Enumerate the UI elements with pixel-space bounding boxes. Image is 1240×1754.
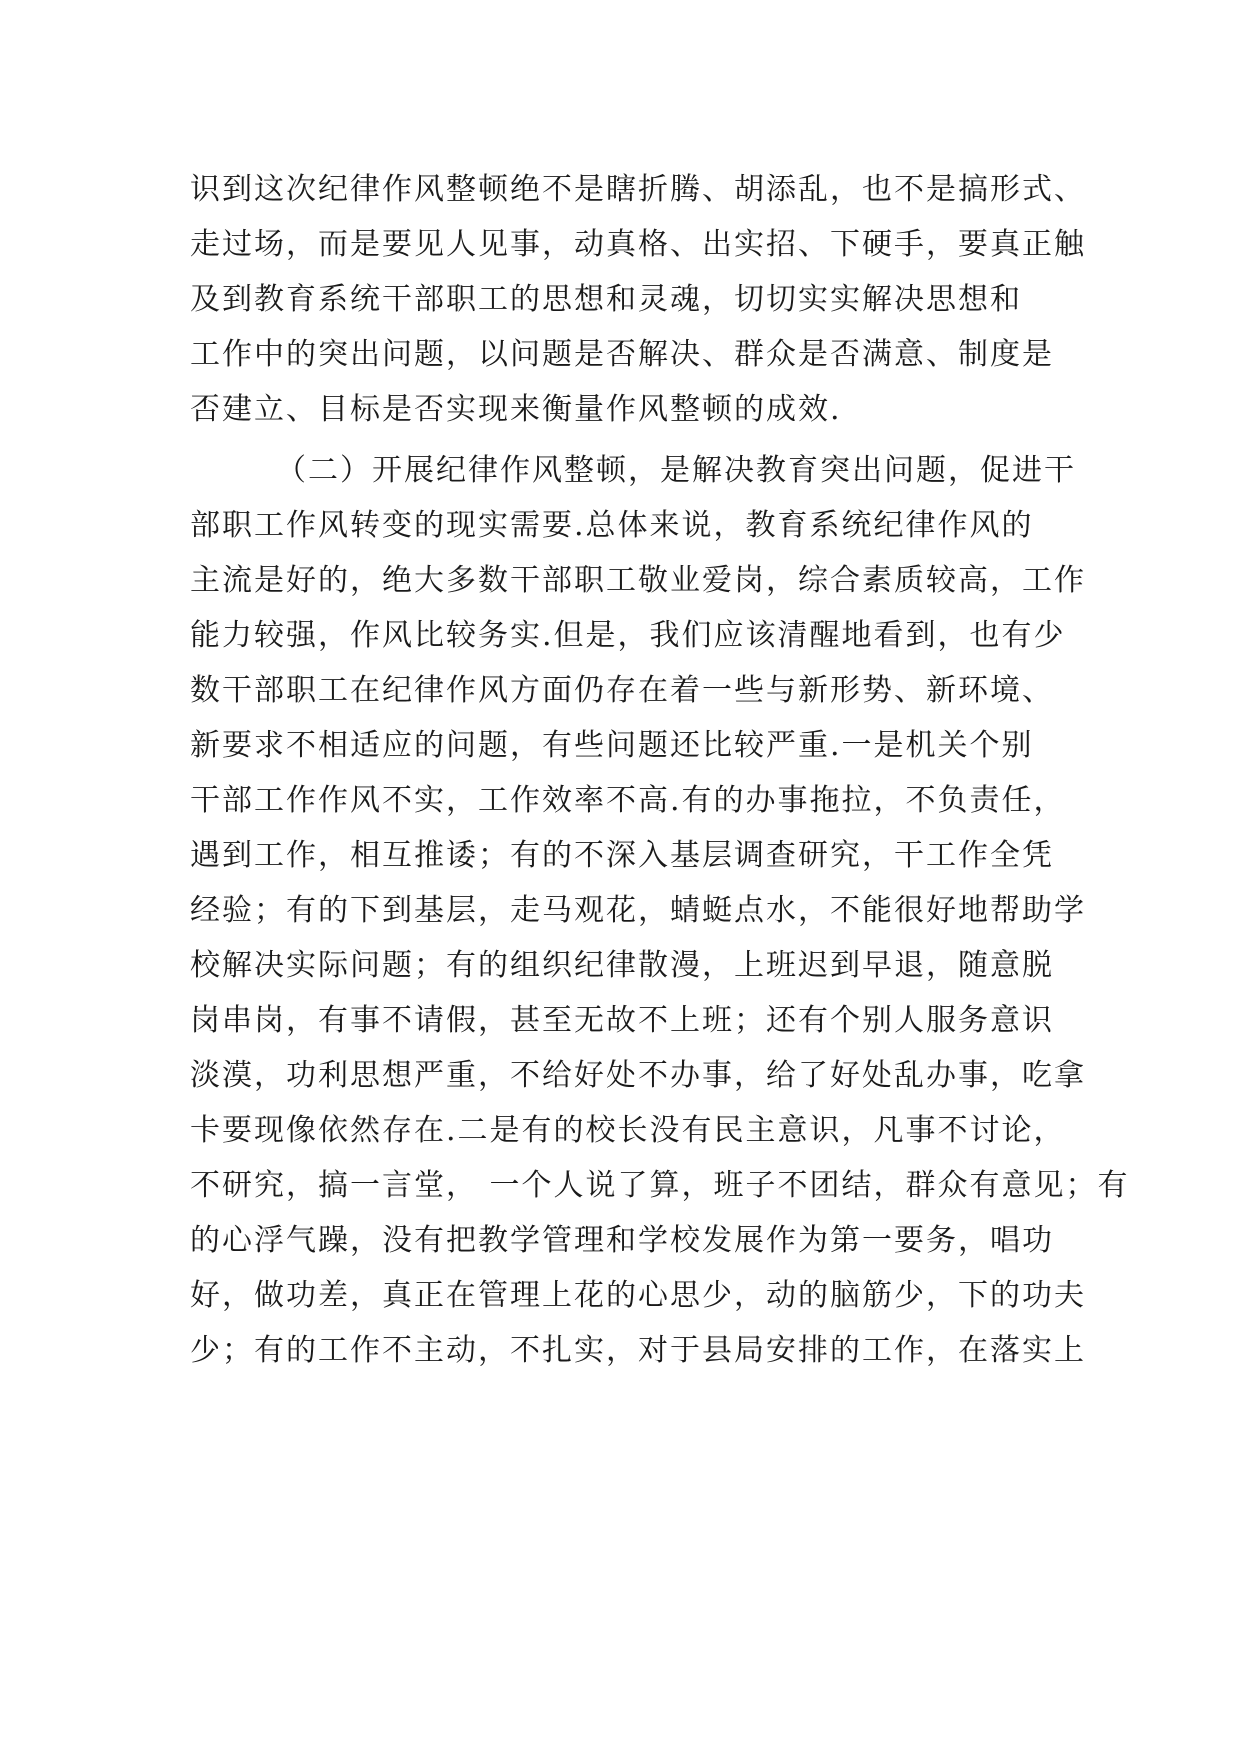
text-line: 的心浮气躁，没有把教学管理和学校发展作为第一要务，唱功	[190, 1223, 1054, 1258]
text-line: 岗串岗，有事不请假，甚至无故不上班；还有个别人服务意识	[190, 1003, 1054, 1038]
text-line: 遇到工作，相互推诿；有的不深入基层调查研究，干工作全凭	[190, 838, 1054, 873]
text-line: 走过场，而是要见人见事，动真格、出实招、下硬手，要真正触	[190, 227, 1086, 262]
document-body	[190, 162, 1130, 1433]
text-line: 卡要现像依然存在.二是有的校长没有民主意识，凡事不讨论，	[190, 1113, 1066, 1148]
text-line: 主流是好的，绝大多数干部职工敬业爱岗，综合素质较高，工作	[190, 563, 1086, 598]
paragraph-1	[190, 162, 1086, 437]
text-line: 经验；有的下到基层，走马观花，蜻蜓点水，不能很好地帮助学	[190, 893, 1086, 928]
text-line: 好，做功差，真正在管理上花的心思少，动的脑筋少，下的功夫	[190, 1278, 1086, 1313]
text-line: 工作中的突出问题，以问题是否解决、群众是否满意、制度是	[190, 337, 1054, 372]
text-line: 否建立、目标是否实现来衡量作风整顿的成效.	[190, 392, 842, 427]
text-line: 校解决实际问题；有的组织纪律散漫，上班迟到早退，随意脱	[190, 948, 1054, 983]
text-line: 少；有的工作不主动，不扎实，对于县局安排的工作，在落实上	[190, 1333, 1086, 1368]
text-line	[190, 1378, 1070, 1433]
text-line: 不研究，搞一言堂， 一个人说了算，班子不团结，群众有意见；有	[190, 1168, 1130, 1203]
paragraph-2	[190, 443, 1130, 1433]
text-line: 新要求不相适应的问题，有些问题还比较严重.一是机关个别	[190, 728, 1034, 763]
text-line: 识到这次纪律作风整顿绝不是瞎折腾、胡添乱，也不是搞形式、	[190, 172, 1086, 207]
text-line: 及到教育系统干部职工的思想和灵魂，切切实实解决思想和	[190, 282, 1022, 317]
text-line: 能力较强，作风比较务实.但是，我们应该清醒地看到，也有少	[190, 618, 1066, 653]
text-line: 干部工作作风不实，工作效率不高.有的办事拖拉，不负责任，	[190, 783, 1066, 818]
text-line: （二）开展纪律作风整顿，是解决教育突出问题，促进干	[276, 453, 1076, 488]
text-line: 淡漠，功利思想严重，不给好处不办事，给了好处乱办事，吃拿	[190, 1058, 1086, 1093]
text-line: 数干部职工在纪律作风方面仍存在着一些与新形势、新环境、	[190, 673, 1054, 708]
text-line: 部职工作风转变的现实需要.总体来说，教育系统纪律作风的	[190, 508, 1034, 543]
